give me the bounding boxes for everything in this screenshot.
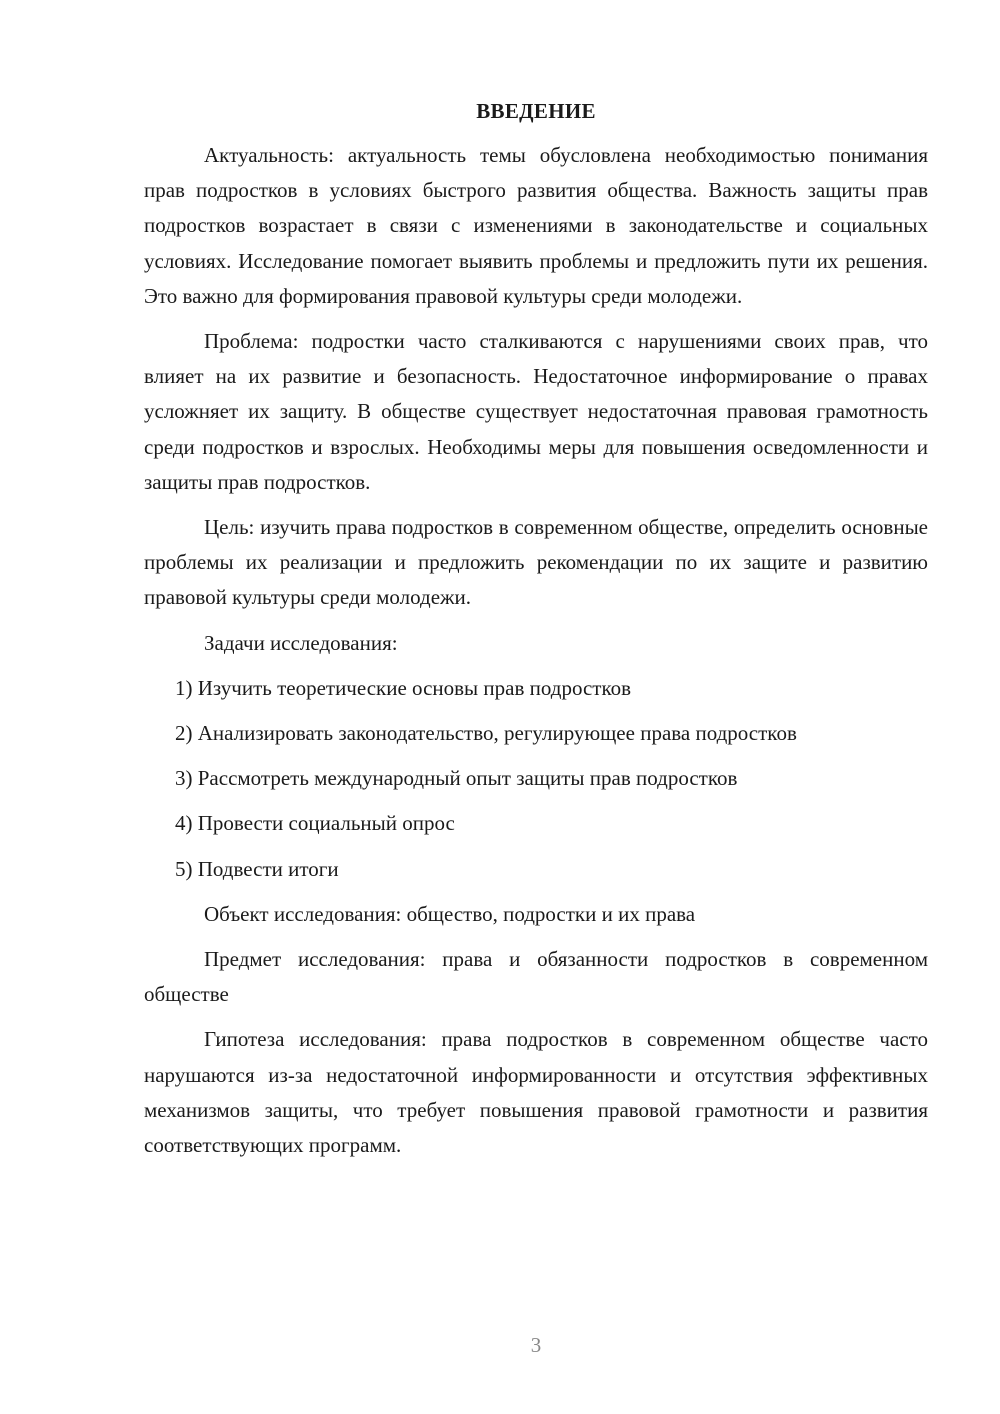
task-item: 3) Рассмотреть международный опыт защиты прав подростков [175,766,738,791]
tasks-title: Задачи исследования: [204,630,398,655]
problem-paragraph: Проблема: подростки часто сталкиваются с нарушениями своих прав, что влияет на их развитие и безопасность. Недостаточное информирование о правах усложняет их защиту. В обществе существует недостаточная правовая грамотность среди подростков и взрослых. Необходимы меры для повышения осведомленности и защиты прав подростков. [144,329,928,494]
goal-paragraph: Цель: изучить права подростков в современном обществе, определить основные проблемы их реализации и предложить рекомендации по их защите и развитию правовой культуры среди молодежи. [144,515,928,610]
tasks-list [144,671,928,887]
task-item: 4) Провести социальный опрос [175,811,455,836]
relevance-paragraph: Актуальность: актуальность темы обусловлена необходимостью понимания прав подростков в условиях быстрого развития общества. Важность защиты прав подростков возрастает в связи с изменениями в законодательстве и социальных условиях. Исследование помогает выявить проблемы и предложить пути их решения. Это важно для формирования правовой культуры среди молодежи. [144,143,928,308]
task-item: 1) Изучить теоретические основы прав подростков [175,675,632,700]
object-paragraph: Объект исследования: общество, подростки и их права [204,901,696,926]
document-page [144,94,928,1173]
task-item: 2) Анализировать законодательство, регулирующее права подростков [175,721,797,746]
task-item: 5) Подвести итоги [175,856,339,881]
subject-paragraph: Предмет исследования: права и обязанности подростков в современном обществе [144,947,928,1007]
page-number: 3 [530,1333,542,1357]
section-heading: ВВЕДЕНИЕ [476,99,596,123]
hypothesis-paragraph: Гипотеза исследования: права подростков в современном обществе часто нарушаются из-за недостаточной информированности и отсутствия эффективных механизмов защиты, что требует повышения правовой грамотности и развития соответствующих программ. [144,1027,928,1158]
